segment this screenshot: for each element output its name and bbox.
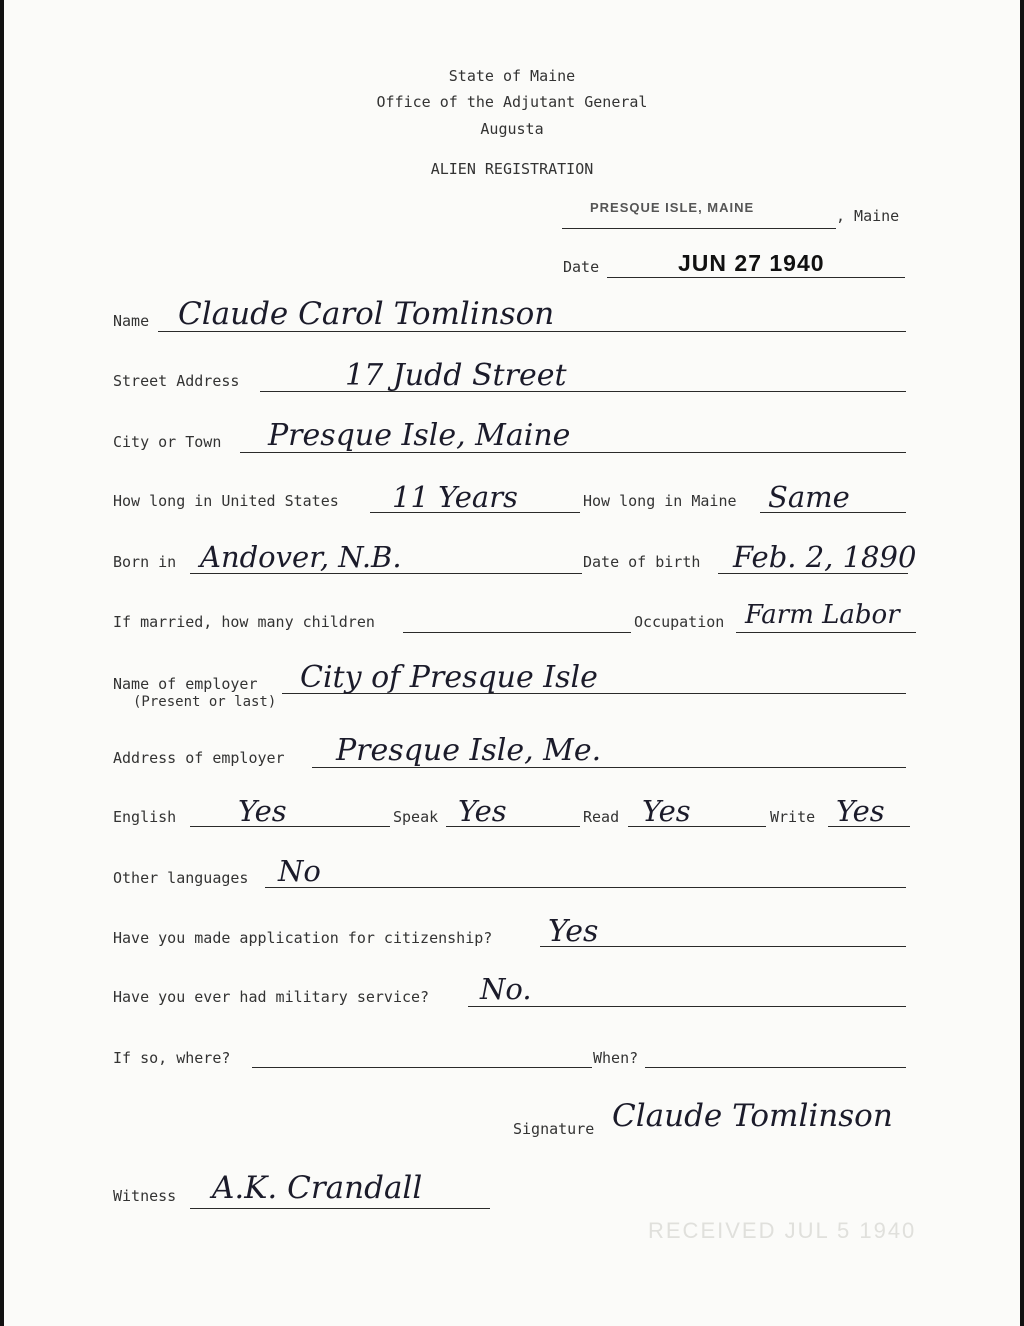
when-line xyxy=(645,1067,906,1068)
place-line xyxy=(562,228,836,229)
military-value: No. xyxy=(480,972,532,1006)
read-label: Read xyxy=(583,808,620,826)
witness-line xyxy=(190,1208,490,1209)
date-stamp: JUN 27 1940 xyxy=(678,250,825,276)
military-label: Have you ever had military service? xyxy=(113,988,430,1006)
street-value: 17 Judd Street xyxy=(345,358,567,393)
witness-label: Witness xyxy=(113,1187,177,1205)
header-city: Augusta xyxy=(480,120,544,138)
children-label: If married, how many children xyxy=(113,613,375,631)
dob-value: Feb. 2, 1890 xyxy=(733,540,917,574)
employer-address-label: Address of employer xyxy=(113,749,285,767)
write-label: Write xyxy=(770,808,816,826)
place-suffix: , Maine xyxy=(836,207,900,225)
where-line xyxy=(252,1067,592,1068)
other-languages-line xyxy=(265,887,906,888)
when-label: When? xyxy=(593,1049,639,1067)
born-label: Born in xyxy=(113,553,177,571)
witness-value: A.K. Crandall xyxy=(212,1170,423,1206)
children-line xyxy=(403,632,631,633)
city-label: City or Town xyxy=(113,433,222,451)
name-value: Claude Carol Tomlinson xyxy=(178,296,555,332)
write-value: Yes xyxy=(836,794,885,828)
date-label: Date xyxy=(563,258,600,276)
place-stamp: PRESQUE ISLE, MAINE xyxy=(590,200,755,215)
employer-address-value: Presque Isle, Me. xyxy=(336,733,602,768)
citizenship-value: Yes xyxy=(548,914,599,949)
date-line xyxy=(607,277,905,278)
header-office: Office of the Adjutant General xyxy=(376,93,648,111)
speak-label: Speak xyxy=(393,808,439,826)
speak-value: Yes xyxy=(458,794,507,828)
english-label: English xyxy=(113,808,177,826)
where-label: If so, where? xyxy=(113,1049,231,1067)
name-label: Name xyxy=(113,312,150,330)
maine-years-label: How long in Maine xyxy=(583,492,737,510)
maine-years-value: Same xyxy=(768,480,850,514)
employer-sublabel: (Present or last) xyxy=(133,694,277,710)
citizenship-label: Have you made application for citizenship? xyxy=(113,929,493,947)
read-value: Yes xyxy=(642,794,691,828)
english-value: Yes xyxy=(238,794,287,828)
header-state: State of Maine xyxy=(448,67,576,85)
us-years-value: 11 Years xyxy=(392,480,518,514)
scan-edge-right xyxy=(1020,0,1024,1326)
occupation-label: Occupation xyxy=(634,613,725,631)
occupation-value: Farm Labor xyxy=(745,600,900,630)
street-label: Street Address xyxy=(113,372,240,390)
scan-edge-left xyxy=(0,0,4,1326)
born-value: Andover, N.B. xyxy=(200,540,402,574)
employer-label: Name of employer xyxy=(113,675,258,693)
signature-value: Claude Tomlinson xyxy=(612,1098,893,1134)
dob-label: Date of birth xyxy=(583,553,701,571)
military-line xyxy=(468,1006,906,1007)
other-languages-value: No xyxy=(278,854,321,888)
received-stamp: RECEIVED JUL 5 1940 xyxy=(648,1218,917,1243)
other-languages-label: Other languages xyxy=(113,869,249,887)
signature-label: Signature xyxy=(513,1120,595,1138)
form-title: ALIEN REGISTRATION xyxy=(430,160,594,178)
english-line xyxy=(190,826,390,827)
us-years-label: How long in United States xyxy=(113,492,339,510)
city-value: Presque Isle, Maine xyxy=(268,418,571,453)
employer-value: City of Presque Isle xyxy=(300,660,598,695)
occupation-line xyxy=(736,632,916,633)
